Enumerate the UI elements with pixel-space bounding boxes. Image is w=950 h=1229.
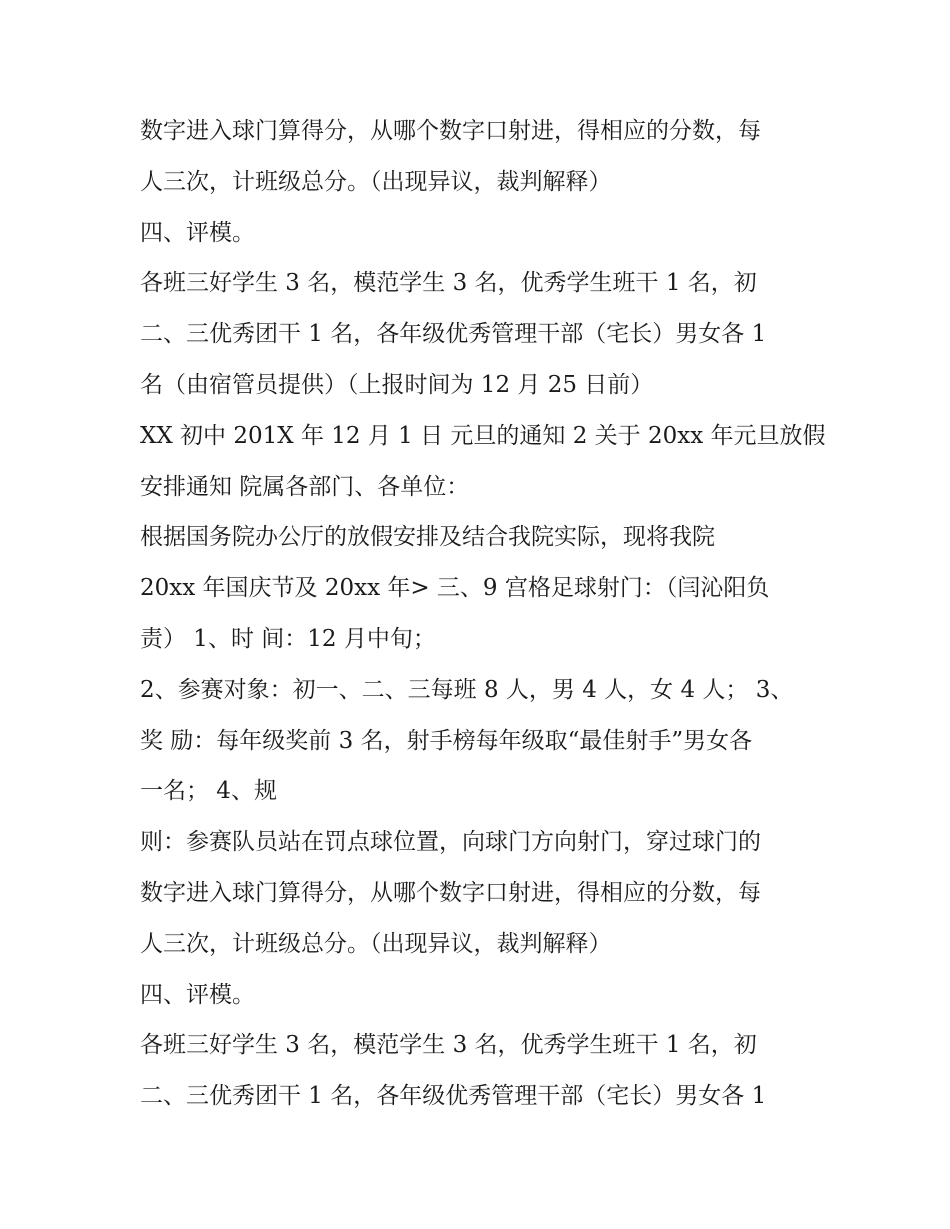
text-line: 二、三优秀团干 1 名，各年级优秀管理干部（宅长）男女各 1	[140, 1083, 767, 1110]
text-line: 人三次，计班级总分。（出现异议，裁判解释）	[140, 930, 612, 957]
text-line: 奖 励：每年级奖前 3 名，射手榜每年级取“最佳射手”男女各	[140, 727, 753, 754]
text-line: 名（由宿管员提供）（上报时间为 12 月 25 日前）	[140, 371, 654, 398]
text-line: 数字进入球门算得分，从哪个数字口射进，得相应的分数，每	[140, 118, 761, 144]
text-line: 根据国务院办公厅的放假安排及结合我院实际，现将我院	[140, 524, 715, 551]
text-line: 二、三优秀团干 1 名，各年级优秀管理干部（宅长）男女各 1	[140, 321, 767, 348]
text-line: XX 初中 201X 年 12 月 1 日 元旦的通知 2 关于 20xx 年元旦放假	[140, 422, 826, 449]
text-line: 人三次，计班级总分。（出现异议，裁判解释）	[140, 168, 612, 195]
text-line: 20xx 年国庆节及 20xx 年> 三、9 宫格足球射门：（闫沁阳负	[140, 575, 770, 602]
text-line: 则：参赛队员站在罚点球位置，向球门方向射门，穿过球门的	[140, 829, 761, 856]
text-line: 安排通知 院属各部门、各单位：	[140, 473, 470, 500]
text-line: 责） 1、时 间：12 月中旬；	[140, 625, 436, 652]
document-body	[140, 106, 830, 1122]
section-heading: 四、评模。	[140, 219, 255, 246]
text-line: 各班三好学生 3 名，模范学生 3 名，优秀学生班干 1 名，初	[140, 1032, 757, 1059]
text-line: 一名； 4、规	[140, 778, 277, 805]
section-heading: 四、评模。	[140, 981, 255, 1008]
text-line: 数字进入球门算得分，从哪个数字口射进，得相应的分数，每	[140, 879, 761, 906]
text-line: 各班三好学生 3 名，模范学生 3 名，优秀学生班干 1 名，初	[140, 270, 757, 297]
text-line: 2、参赛对象：初一、二、三每班 8 人，男 4 人，女 4 人； 3、	[140, 676, 794, 703]
